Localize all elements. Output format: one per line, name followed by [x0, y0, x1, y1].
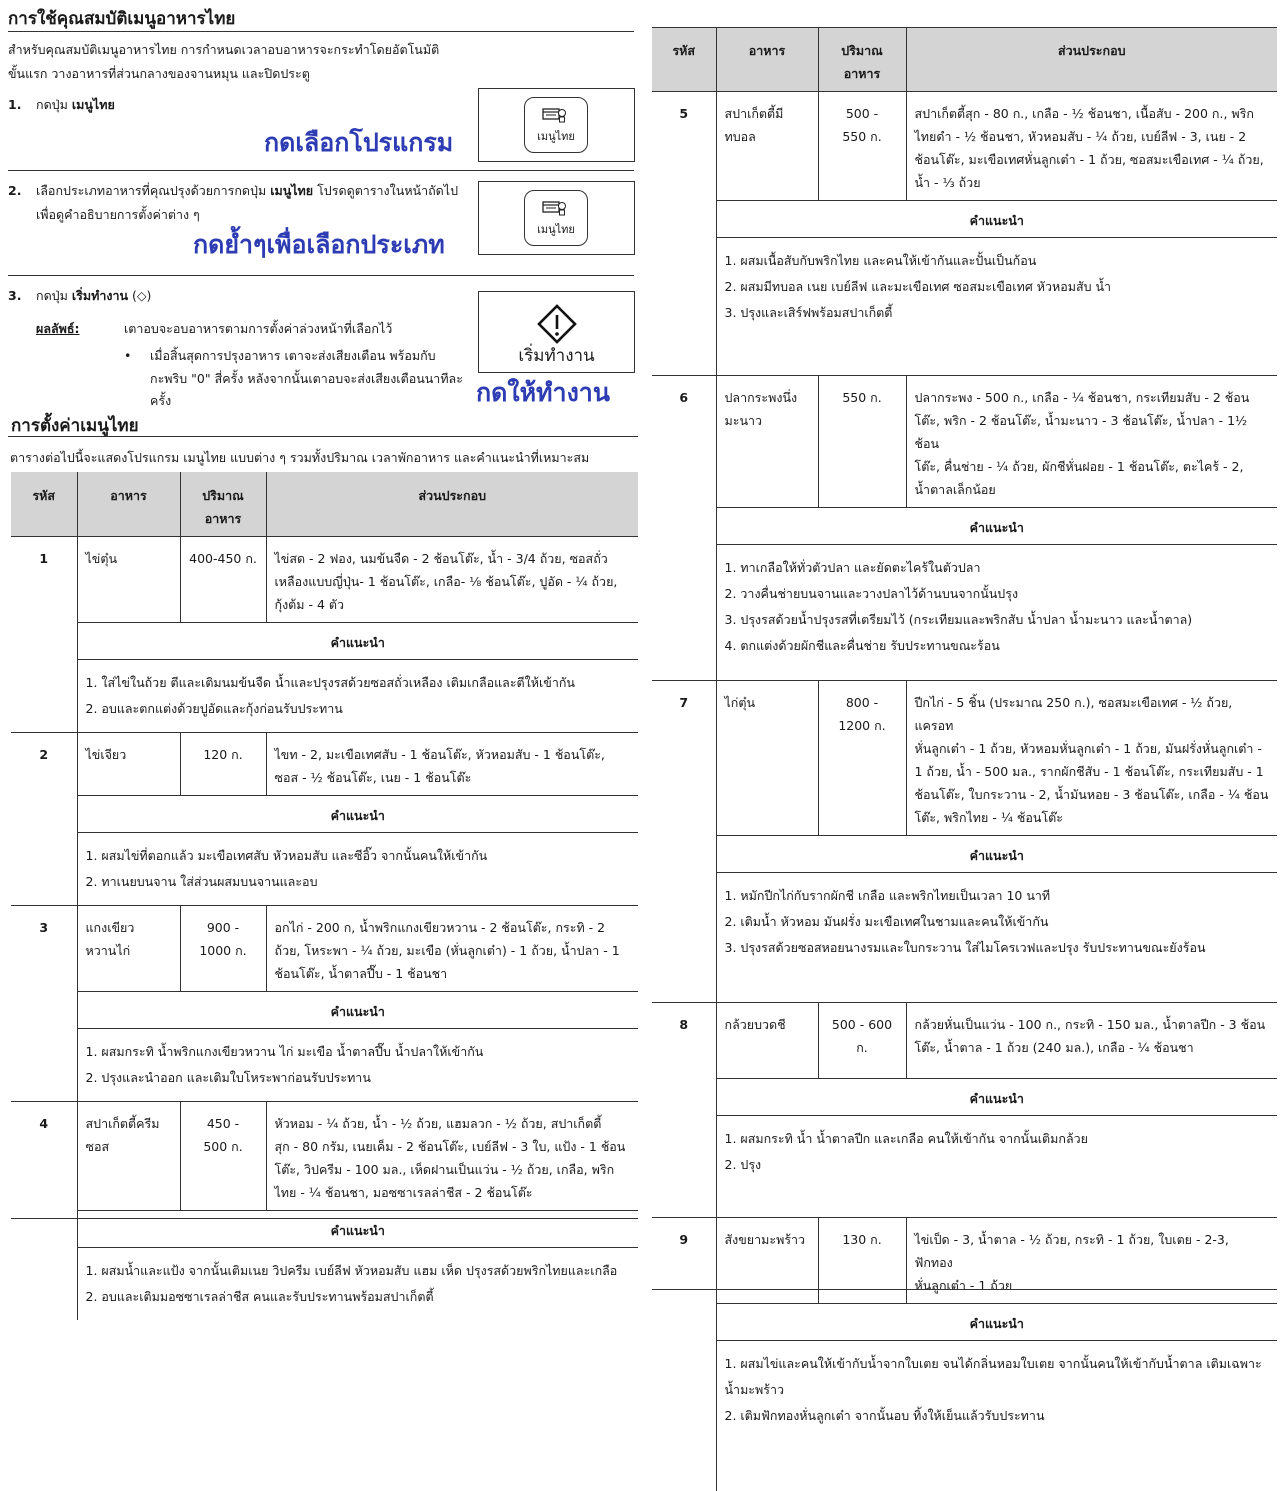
menu-ingredients: [906, 1218, 1277, 1304]
menu-food: [716, 376, 818, 508]
menu-ingredients-line: โต๊ะ, วิปครีม - 100 มล., เห็ดฝานเป็นแว่น - ½ ถ้วย, เกลือ, พริก: [274, 1162, 615, 1177]
step-2-divider: [8, 275, 634, 276]
tip-item: 2. ปรุงและนำออก และเติมใบโหระพาก่อนรับประทาน: [85, 1070, 371, 1085]
header-quantity: [818, 27, 906, 92]
tips-body-row: [652, 873, 1277, 1003]
tips-header: คำแนะนำ: [716, 1079, 1277, 1116]
step-2-illustration: [478, 181, 635, 255]
tip-item: 1. ผสมไข่ที่ตอกแล้ว มะเขือเทศสับ หัวหอมสับ และซีอิ๊ว จากนั้นคนให้เข้ากัน: [85, 848, 488, 863]
intro-line-2: ขั้นแรก วางอาหารที่ส่วนกลางของจานหมุน และปิดประตู: [8, 66, 310, 81]
menu-quantity-line: 500 - 600 ก.: [831, 1017, 893, 1055]
menu-ingredients-line: ถ้วย, โหระพา - ¼ ถ้วย, มะเขือ (หั่นลูกเต๋า) - 1 ถ้วย, น้ำปลา - 1: [274, 943, 620, 958]
menu-ingredients: [906, 1003, 1277, 1079]
tips-header-row: [11, 992, 638, 1029]
settings-rule: [8, 436, 638, 437]
menu-ingredients: [266, 906, 638, 992]
menu-quantity: [818, 1003, 906, 1079]
tips-list: [716, 545, 1277, 681]
header-food: อาหาร: [77, 472, 180, 537]
header-quantity-1: ปริมาณ: [841, 43, 883, 58]
step-2-text-2: เพื่อดูคำอธิบายการตั้งค่าต่าง ๆ: [36, 207, 200, 222]
menu-ingredients-line: ช้อนโต๊ะ, น้ำตาลปึ๊บ - 1 ช้อนชา: [274, 966, 448, 981]
thai-menu-button-2[interactable]: [524, 190, 588, 246]
tip-item: 1. ใส่ไข่ในถ้วย ตีและเติมนมข้นจืด น้ำและปรุงรสด้วยซอสถั่วเหลือง เติมเกลือและตีให้เข้ากัน: [85, 675, 575, 690]
thai-menu-button-label: เมนูไทย: [537, 223, 575, 236]
menu-code: 6: [652, 376, 716, 681]
tips-body-row: [652, 545, 1277, 681]
menu-quantity-line: 500 ก.: [203, 1139, 243, 1154]
header-code: รหัส: [11, 472, 77, 537]
table-header-row: [11, 472, 638, 537]
menu-quantity: [818, 376, 906, 508]
menu-food-line: ไข่เจียว: [85, 747, 127, 762]
step-2-text: [36, 183, 458, 199]
menu-quantity-line: 130 ก.: [842, 1232, 882, 1247]
tips-body-row: [11, 1029, 638, 1102]
start-diamond-icon[interactable]: [537, 304, 577, 344]
menu-ingredients-line: ไขท - 2, มะเขือเทศสับ - 1 ช้อนโต๊ะ, หัวหอมสับ - 1 ช้อนโต๊ะ,: [274, 747, 605, 762]
menu-food: [716, 1003, 818, 1079]
header-quantity-2: อาหาร: [843, 66, 881, 81]
tips-header: คำแนะนำ: [716, 1304, 1277, 1341]
menu-ingredients-line: ปีกไก่ - 5 ชิ้น (ประมาณ 250 ก.), ซอสมะเขือเทศ - ½ ถ้วย, แครอท: [914, 695, 1233, 733]
tips-header: คำแนะนำ: [77, 1211, 638, 1248]
header-quantity: [180, 472, 266, 537]
menu-food: [77, 537, 180, 623]
tip-item: 2. เติมน้ำ หัวหอม มันฝรั่ง มะเขือเทศในชามและคนให้เข้ากัน: [724, 914, 1049, 929]
menu-ingredients-line: ปลากระพง - 500 ก., เกลือ - ¼ ช้อนชา, กระเทียมสับ - 2 ช้อน: [914, 390, 1250, 405]
menu-quantity: [180, 537, 266, 623]
start-button-label: เริ่มทำงาน: [518, 346, 595, 366]
left-table-bottom: [11, 1218, 638, 1219]
tips-header: คำแนะนำ: [716, 508, 1277, 545]
step-3-button-name: เริ่มทำงาน: [71, 288, 129, 303]
menu-quantity: [180, 733, 266, 796]
menu-quantity: [180, 906, 266, 992]
menu-ingredients-line: โต๊ะ, น้ำตาล - 1 ถ้วย (240 มล.), เกลือ - ¼ ช้อนชา: [914, 1040, 1194, 1055]
header-ingredients: ส่วนประกอบ: [906, 27, 1277, 92]
menu-row: [11, 906, 638, 992]
menu-ingredients: [906, 681, 1277, 836]
tip-item: 2. ปรุง: [724, 1157, 762, 1172]
menu-quantity-line: 800 -: [845, 695, 879, 710]
result-text: เตาอบจะอบอาหารตามการตั้งค่าล่วงหน้าที่เลือกไว้: [124, 321, 393, 336]
start-symbol: (◇): [132, 288, 152, 303]
thai-menu-button[interactable]: [524, 97, 588, 153]
menu-code: 5: [652, 92, 716, 376]
tips-body-row: [652, 1116, 1277, 1218]
tip-item: 3. ปรุงรสด้วยซอสหอยนางรมและใบกระวาน ใส่ไมโครเวฟและปรุง รับประทานขณะยังร้อน: [724, 940, 1206, 955]
menu-ingredients-line: ไข่สด - 2 ฟอง, นมข้นจืด - 2 ช้อนโต๊ะ, น้ำ - 3/4 ถ้วย, ซอสถั่ว: [274, 551, 608, 566]
menu-food-line: แกงเขียว: [85, 920, 135, 935]
tips-header-row: [11, 623, 638, 660]
menu-ingredients-line: ซอส - ½ ช้อนโต๊ะ, เนย - 1 ช้อนโต๊ะ: [274, 770, 472, 785]
tip-item: 3. ปรุงรสด้วยน้ำปรุงรสที่เตรียมไว้ (กระเทียมและพริกสับ น้ำปลา น้ำมะนาว และน้ำตาล): [724, 612, 1193, 627]
menu-code: 7: [652, 681, 716, 1003]
menu-quantity: [818, 1218, 906, 1304]
menu-food: [716, 681, 818, 836]
tip-item: 2. วางคื่นช่ายบนจานและวางปลาไว้ด้านบนจากนั้นปรุง: [724, 586, 1019, 601]
menu-ingredients-line: น้ำ - ⅓ ถ้วย: [914, 175, 981, 190]
thai-menu-button-label: เมนูไทย: [537, 130, 575, 143]
menu-food-line: ไก่ตุ๋น: [724, 695, 756, 710]
header-food: อาหาร: [716, 27, 818, 92]
menu-code: 1: [11, 537, 77, 733]
menu-food-line: สังขยามะพร้าว: [724, 1232, 806, 1247]
menu-quantity-line: 1000 ก.: [199, 943, 247, 958]
menu-code: 8: [652, 1003, 716, 1218]
menu-food-line: มะนาว: [724, 413, 763, 428]
menu-ingredients-line: หั่นลูกเต๋า - 1 ถ้วย, หัวหอมหั่นลูกเต๋า - 1 ถ้วย, มันฝรั่งหั่นลูกเต๋า -: [914, 741, 1262, 756]
menu-ingredients: [266, 733, 638, 796]
menu-quantity-line: 550 ก.: [842, 129, 882, 144]
tip-item: น้ำมะพร้าว: [724, 1382, 785, 1397]
menu-row: [11, 537, 638, 623]
step-1-callout: กดเลือกโปรแกรม: [264, 128, 454, 157]
tip-item: 2. ผสมมีทบอล เนย เบย์ลีฟ และมะเขือเทศ ซอสมะเขือเทศ หัวหอมสับ น้ำ: [724, 279, 1112, 294]
menu-row: [652, 376, 1277, 508]
right-table-top: [652, 27, 1277, 28]
menu-food-line: ทบอล: [724, 129, 756, 144]
menu-ingredients-line: ไทย - ¼ ช้อนชา, มอซซาเรลล่าชีส - 2 ช้อนโต๊ะ: [274, 1185, 533, 1200]
menu-ingredients-line: หัวหอม - ¼ ถ้วย, น้ำ - ½ ถ้วย, แฮมลวก - ½ ถ้วย, สปาเก็ตตี้: [274, 1116, 602, 1131]
tips-list: [77, 833, 638, 906]
menu-food-line: กล้วยบวดชี: [724, 1017, 786, 1032]
header-quantity-2: อาหาร: [204, 511, 242, 526]
tip-item: 4. ตกแต่งด้วยผักชีและคื่นช่าย รับประทานขณะร้อน: [724, 638, 1000, 653]
menu-row: [11, 1102, 638, 1211]
menu-ingredients-line: หั่นลูกเต๋า - 1 ถ้วย: [914, 1278, 1013, 1293]
result-bullet-line-2: กะพริบ "0" สี่ครั้ง หลังจากนั้นเตาอบจะส่งเสียงเตือนนาทีละ: [150, 371, 463, 386]
tips-body-row: [652, 238, 1277, 376]
menu-quantity-line: 400-450 ก.: [189, 551, 257, 566]
tips-header: คำแนะนำ: [716, 201, 1277, 238]
menu-food: [77, 1102, 180, 1211]
menu-food: [77, 733, 180, 796]
result-bullet-line-3: ครั้ง: [150, 393, 172, 408]
tips-body-row: [652, 1341, 1277, 1491]
menu-food: [716, 1218, 818, 1304]
tips-header-row: [652, 1079, 1277, 1116]
step-2-label-b: โปรดดูตารางในหน้าถัดไป: [317, 183, 459, 198]
menu-row: [652, 681, 1277, 836]
tip-item: 1. ผสมเนื้อสับกับพริกไทย และคนให้เข้ากันและปั้นเป็นก้อน: [724, 253, 1037, 268]
tips-header-row: [11, 796, 638, 833]
menu-ingredients-line: กุ้งต้ม - 4 ตัว: [274, 597, 345, 612]
tips-header-row: [652, 1304, 1277, 1341]
menu-row: [652, 1218, 1277, 1304]
step-1-divider: [8, 170, 634, 171]
menu-code: 4: [11, 1102, 77, 1321]
menu-table-right: [652, 27, 1277, 1491]
menu-ingredients: [266, 537, 638, 623]
tip-item: 1. ผสมกระทิ น้ำพริกแกงเขียวหวาน ไก่ มะเขือ น้ำตาลปึ๊บ น้ำปลาให้เข้ากัน: [85, 1044, 484, 1059]
tip-item: 2. เติมฟักทองหั่นลูกเต๋า จากนั้นอบ ทิ้งให้เย็นแล้วรับประทาน: [724, 1408, 1045, 1423]
result-bullet-line-1: เมื่อสิ้นสุดการปรุงอาหาร เตาจะส่งเสียงเตือน พร้อมกับ: [150, 348, 436, 363]
menu-food-line: ปลากระพงนึ่ง: [724, 390, 798, 405]
menu-food-line: ซอส: [85, 1139, 110, 1154]
right-table-bottom: [652, 1289, 1277, 1290]
menu-ingredients-line: ช้อนโต๊ะ, ใบกระวาน - 2, น้ำมันหอย - 3 ช้อนโต๊ะ, เกลือ - ¼ ช้อน: [914, 787, 1269, 802]
menu-code: 2: [11, 733, 77, 906]
menu-food-line: สปาเก็ตตี้มี: [724, 106, 784, 121]
title-rule: [8, 31, 634, 32]
menu-quantity-line: 550 ก.: [842, 390, 882, 405]
tips-header-row: [652, 508, 1277, 545]
thai-menu-icon: [541, 199, 569, 219]
tips-list: [716, 1116, 1277, 1218]
tips-header: คำแนะนำ: [77, 623, 638, 660]
menu-table-left: [11, 472, 638, 1320]
tips-list: [716, 1341, 1277, 1491]
tips-list: [77, 660, 638, 733]
bullet-dot: •: [124, 348, 132, 363]
step-1-number: 1.: [8, 97, 22, 112]
menu-ingredients-line: กล้วยหั่นเป็นแว่น - 100 ก., กระทิ - 150 มล., น้ำตาลปีก - 3 ช้อน: [914, 1017, 1266, 1032]
tip-item: 1. ผสมไข่และคนให้เข้ากับน้ำจากใบเตย จนได้กลิ่นหอมใบเตย จากนั้นคนให้เข้ากับน้ำตาล เติมเฉพาะ: [724, 1356, 1262, 1371]
tips-body-row: [11, 660, 638, 733]
menu-code: 3: [11, 906, 77, 1102]
header-ingredients: ส่วนประกอบ: [266, 472, 638, 537]
menu-ingredients: [266, 1102, 638, 1211]
menu-ingredients-line: เหลืองแบบญี่ปุ่น- 1 ช้อนโต๊ะ, เกลือ- ⅛ ช้อนโต๊ะ, ปูอัด - ¼ ถ้วย,: [274, 574, 618, 589]
tips-header-row: [652, 201, 1277, 238]
tip-item: 1. หมักปีกไก่กับรากผักชี เกลือ และพริกไทยเป็นเวลา 10 นาที: [724, 888, 1051, 903]
menu-quantity: [180, 1102, 266, 1211]
menu-food-line: สปาเก็ตตี้ครีม: [85, 1116, 160, 1131]
menu-ingredients-line: สปาเก็ตตี้สุก - 80 ก., เกลือ - ½ ช้อนชา, เนื้อสับ - 200 ก., พริก: [914, 106, 1254, 121]
menu-ingredients-line: โต๊ะ, พริก - 2 ช้อนโต๊ะ, น้ำมะนาว - 3 ช้อนโต๊ะ, น้ำปลา - 1½ ช้อน: [914, 413, 1248, 451]
menu-ingredients-line: สุก - 80 กรัม, เนยเค็ม - 2 ช้อนโต๊ะ, เบย์ลีฟ - 3 ใบ, แป้ง - 1 ช้อน: [274, 1139, 626, 1154]
step-1-label: กดปุ่ม: [36, 97, 68, 112]
tips-header-row: [11, 1211, 638, 1248]
tip-item: 1. ผสมกระทิ น้ำ น้ำตาลปีก และเกลือ คนให้เข้ากัน จากนั้นเติมกล้วย: [724, 1131, 1088, 1146]
header-quantity-1: ปริมาณ: [202, 488, 244, 503]
menu-food: [716, 92, 818, 201]
tip-item: 3. ปรุงและเสิร์ฟพร้อมสปาเก็ตตี้: [724, 305, 893, 320]
menu-quantity-line: 1200 ก.: [838, 718, 886, 733]
step-3-number: 3.: [8, 288, 22, 303]
menu-ingredients: [906, 92, 1277, 201]
tip-item: 2. ทาเนยบนจาน ใส่ส่วนผสมบนจานและอบ: [85, 874, 318, 889]
menu-ingredients-line: ช้อนโต๊ะ, มะเขือเทศหั่นลูกเต๋า - 1 ถ้วย, ซอสมะเขือเทศ - ¼ ถ้วย,: [914, 152, 1264, 167]
page-title: การใช้คุณสมบัติเมนูอาหารไทย: [8, 9, 236, 29]
tip-item: 1. ผสมน้ำและแป้ง จากนั้นเติมเนย วิปครีม เบย์ลีฟ หัวหอมสับ แฮม เห็ด ปรุงรสด้วยพริกไทยและเกลือ: [85, 1263, 618, 1278]
menu-quantity-line: 900 -: [206, 920, 240, 935]
menu-ingredients-line: อกไก่ - 200 ก, น้ำพริกแกงเขียวหวาน - 2 ช้อนโต๊ะ, กระทิ - 2: [274, 920, 606, 935]
menu-ingredients: [906, 376, 1277, 508]
step-3-illustration: [478, 291, 635, 373]
tips-body-row: [11, 1248, 638, 1321]
tips-list: [77, 1029, 638, 1102]
menu-quantity-line: 450 -: [206, 1116, 240, 1131]
tips-body-row: [11, 833, 638, 906]
menu-ingredients-line: โต๊ะ, พริกไทย - ¼ ช้อนโต๊ะ: [914, 810, 1063, 825]
step-1-illustration: [478, 88, 635, 162]
step-2-label: เลือกประเภทอาหารที่คุณปรุงด้วยการกดปุ่ม: [36, 183, 267, 198]
step-3-text: [36, 288, 151, 304]
thai-menu-icon: [541, 106, 569, 126]
menu-ingredients-line: โต๊ะ, คื่นช่าย - ¼ ถ้วย, ผักชีหั่นฝอย - 1 ช้อนโต๊ะ, ตะไคร้ - 2,: [914, 459, 1244, 474]
menu-food-line: หวานไก่: [85, 943, 131, 958]
menu-quantity-line: 500 -: [845, 106, 879, 121]
step-2-button-name: เมนูไทย: [270, 183, 314, 198]
menu-ingredients-line: น้ำตาลเล็กน้อย: [914, 482, 996, 497]
menu-ingredients-line: ไทยดำ - ½ ช้อนชา, หัวหอมสับ - ¼ ถ้วย, เบย์ลีฟ - 3, เนย - 2: [914, 129, 1247, 144]
step-1-button-name: เมนูไทย: [71, 97, 115, 112]
intro-line-1: สำหรับคุณสมบัติเมนูอาหารไทย การกำหนดเวลาอบอาหารจะกระทำโดยอัตโนมัติ: [8, 42, 440, 57]
menu-food-line: ไข่ตุ๋น: [85, 551, 117, 566]
menu-food: [77, 906, 180, 992]
menu-quantity: [818, 92, 906, 201]
step-1-text: [36, 97, 115, 113]
menu-row: [11, 733, 638, 796]
menu-code: 9: [652, 1218, 716, 1491]
step-2-number: 2.: [8, 183, 22, 198]
tips-header: คำแนะนำ: [77, 992, 638, 1029]
menu-ingredients-line: ไข่เป็ด - 3, น้ำตาล - ½ ถ้วย, กระทิ - 1 ถ้วย, ใบเตย - 2-3, ฟักทอง: [914, 1232, 1229, 1270]
menu-ingredients-line: 1 ถ้วย, น้ำ - 500 มล., รากผักชีสับ - 1 ช้อนโต๊ะ, กระเทียมสับ - 1: [914, 764, 1264, 779]
tip-item: 2. อบและเติมมอซซาเรลล่าชีส คนและรับประทานพร้อมสปาเก็ตตี้: [85, 1289, 434, 1304]
settings-intro: ตารางต่อไปนี้จะแสดงโปรแกรม เมนูไทย แบบต่าง ๆ รวมทั้งปริมาณ เวลาพักอาหาร และคำแนะนำที่เหมาะสม: [10, 450, 590, 465]
step-2-callout: กดย้ำๆเพื่อเลือกประเภท: [193, 230, 445, 259]
menu-row: [652, 92, 1277, 201]
menu-row: [652, 1003, 1277, 1079]
tips-header: คำแนะนำ: [77, 796, 638, 833]
table-header-row: [652, 27, 1277, 92]
tips-header-row: [652, 836, 1277, 873]
step-3-label: กดปุ่ม: [36, 288, 68, 303]
tips-header: คำแนะนำ: [716, 836, 1277, 873]
result-label: ผลลัพธ์:: [36, 321, 80, 336]
tip-item: 1. ทาเกลือให้ทั่วตัวปลา และยัดตะไคร้ในตัวปลา: [724, 560, 981, 575]
settings-title: การตั้งค่าเมนูไทย: [11, 416, 139, 436]
header-code: รหัส: [652, 27, 716, 92]
tips-list: [716, 238, 1277, 376]
menu-quantity-line: 120 ก.: [203, 747, 243, 762]
menu-quantity: [818, 681, 906, 836]
tip-item: 2. อบและตกแต่งด้วยปูอัดและกุ้งก่อนรับประทาน: [85, 701, 343, 716]
tips-list: [77, 1248, 638, 1321]
step-3-callout: กดให้ทำงาน: [476, 378, 610, 407]
tips-list: [716, 873, 1277, 1003]
